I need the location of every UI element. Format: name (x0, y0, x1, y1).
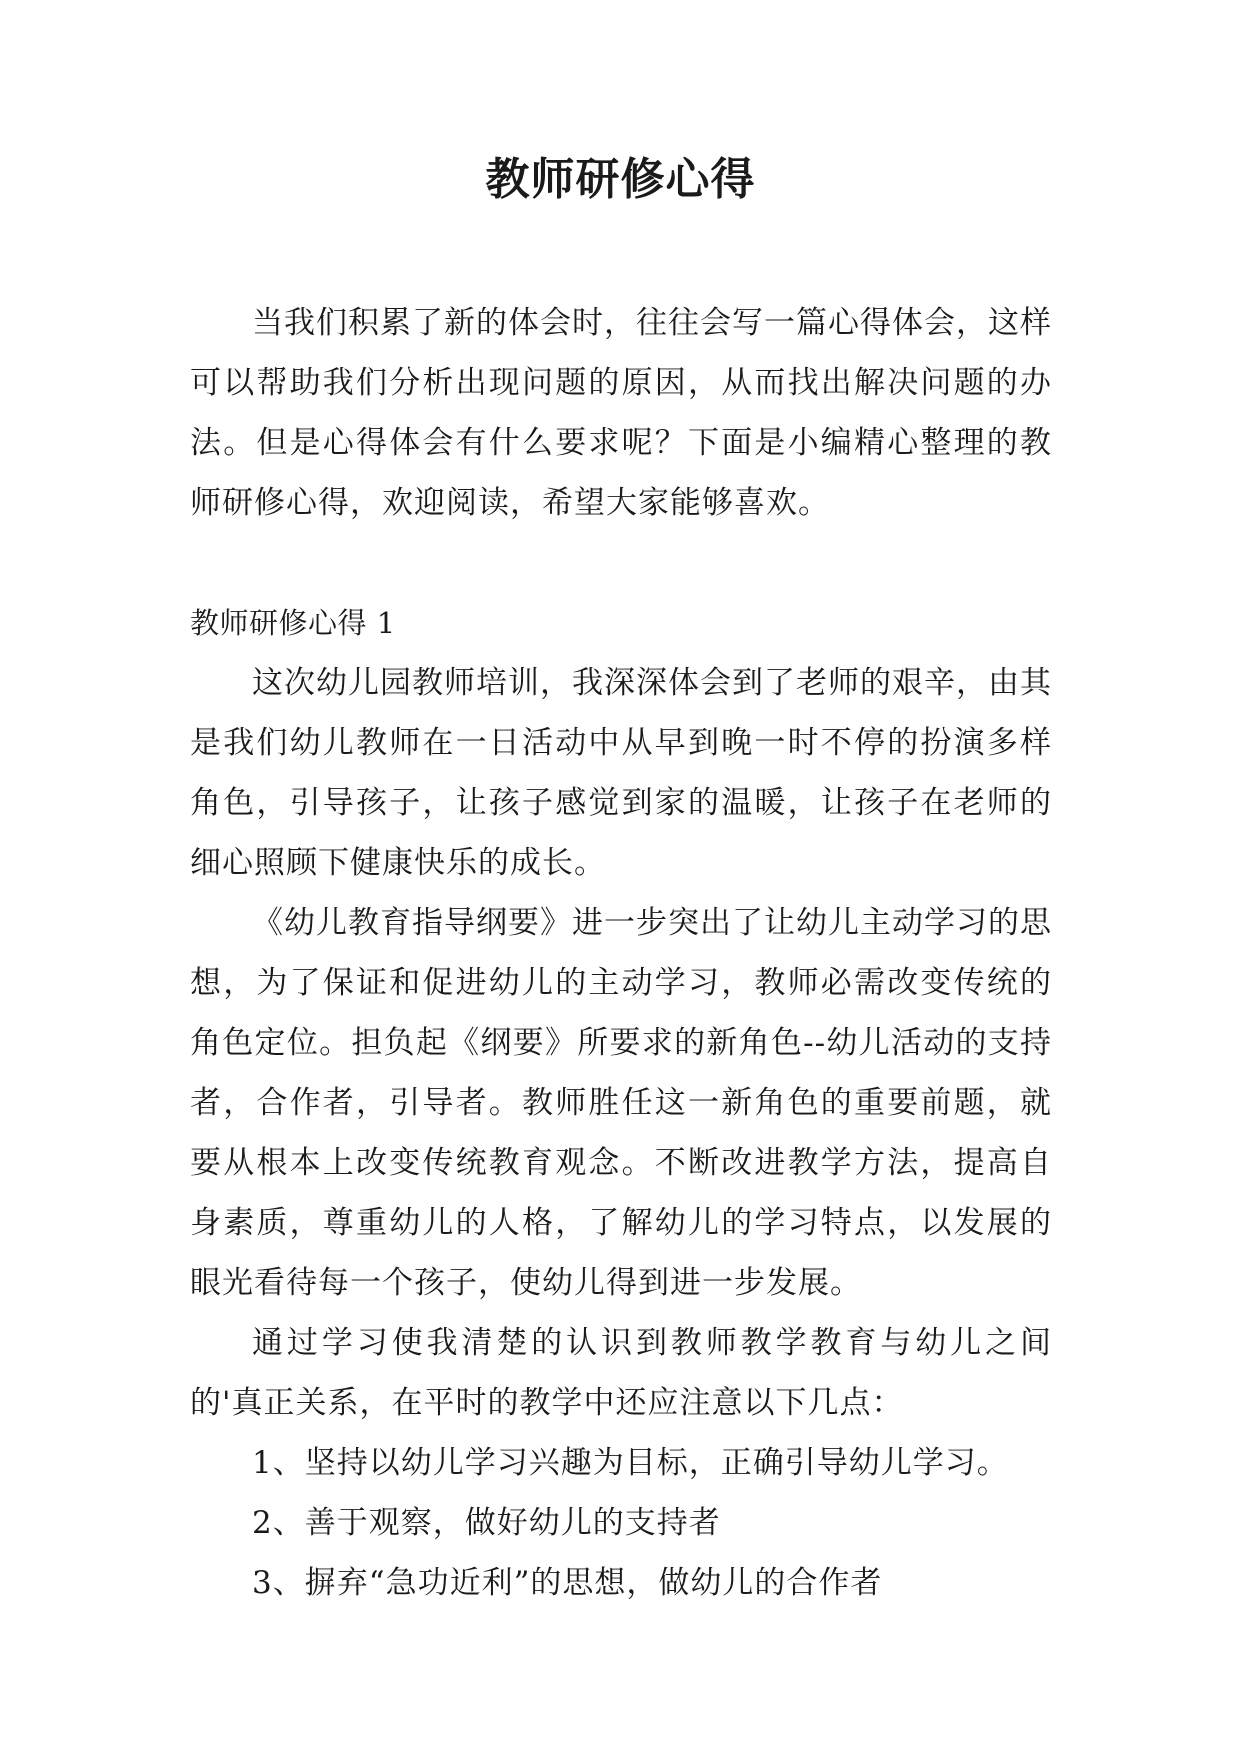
section-heading: 教师研修心得 1 (190, 606, 396, 640)
list-item-2: 2、善于观察，做好幼儿的支持者 (252, 1505, 721, 1541)
paragraph-3: 通过学习使我清楚的认识到教师教学教育与幼儿之间的'真正关系，在平时的教学中还应注意以下几点： (190, 1325, 1052, 1421)
paragraph-2: 《幼儿教育指导纲要》进一步突出了让幼儿主动学习的思想，为了保证和促进幼儿的主动学习，教师必需改变传统的角色定位。担负起《纲要》所要求的新角色--幼儿活动的支持者，合作者，引导者。教师胜任这一新角色的重要前题，就要从根本上改变传统教育观念。不断改进教学方法，提高自身素质，尊重幼儿的人格，了解幼儿的学习特点，以发展的眼光看待每一个孩子，使幼儿得到进一步发展。 (190, 905, 1052, 1301)
document-body (190, 293, 1052, 1613)
list-item-1: 1、坚持以幼儿学习兴趣为目标，正确引导幼儿学习。 (252, 1445, 1009, 1481)
paragraph-1: 这次幼儿园教师培训，我深深体会到了老师的艰辛，由其是我们幼儿教师在一日活动中从早到晚一时不停的扮演多样角色，引导孩子，让孩子感觉到家的温暖，让孩子在老师的细心照顾下健康快乐的成长。 (190, 665, 1052, 881)
intro-paragraph: 当我们积累了新的体会时，往往会写一篇心得体会，这样可以帮助我们分析出现问题的原因，从而找出解决问题的办法。但是心得体会有什么要求呢？下面是小编精心整理的教师研修心得，欢迎阅读，希望大家能够喜欢。 (190, 305, 1052, 521)
list-item-3: 3、摒弃“急功近利”的思想，做幼儿的合作者 (252, 1565, 883, 1601)
document-title: 教师研修心得 (485, 154, 756, 205)
